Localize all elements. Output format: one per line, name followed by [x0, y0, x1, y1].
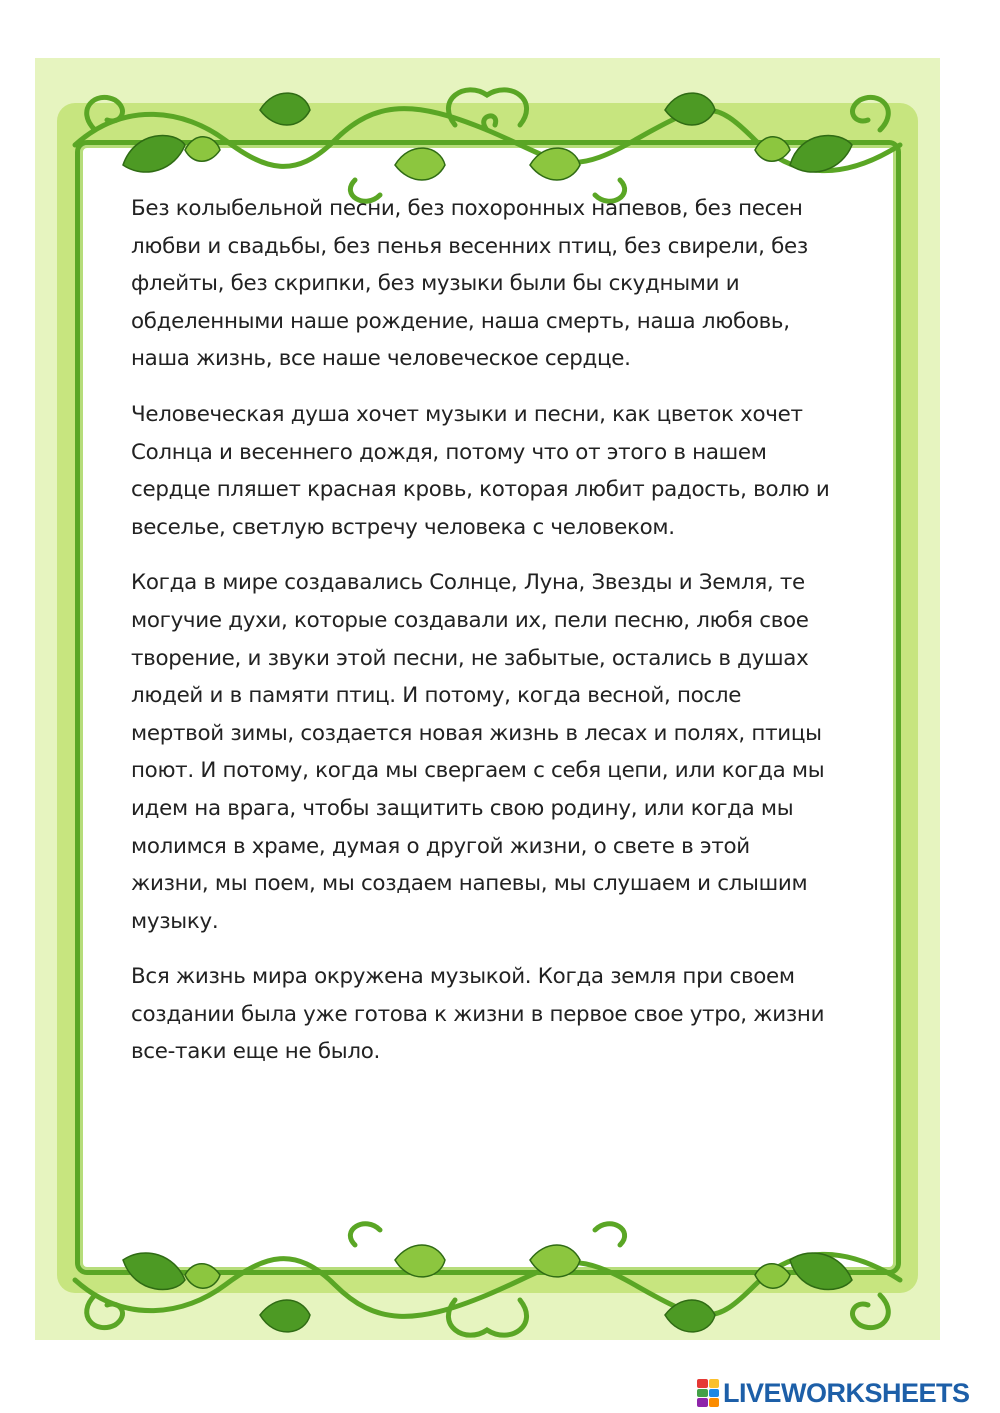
brand-name: LIVEWORKSHEETS [723, 1377, 970, 1408]
paragraph: Когда в мире создавались Солнце, Луна, Звезды и Земля, те могучие духи, которые создавали их, пели песню, любя свое творение, и звуки этой песни, не забытые, остались в душах людей и в памяти птиц. И потому, когда весной, после мертвой зимы, создается новая жизнь в лесах и полях, птицы поют. И потому, когда мы свергаем с себя цепи, или когда мы идем на врага, чтобы защитить свою родину, или когда мы молимся в храме, думая о другой жизни, о свете в этой жизни, мы поем, мы создаем напевы, мы слушаем и слышим музыку. [131, 570, 825, 934]
vine-bottom-icon [35, 1205, 940, 1355]
text-body [131, 190, 856, 1089]
paragraph: Человеческая душа хочет музыки и песни, как цветок хочет Солнца и весеннего дождя, потому что от этого в нашем сердце пляшет красная кровь, которая любит радость, волю и веселье, светлую встречу человека с человеком. [131, 401, 830, 540]
liveworksheets-brand[interactable] [697, 1378, 970, 1408]
liveworksheets-logo-icon [697, 1379, 719, 1407]
paragraph: Без колыбельной песни, без похоронных напевов, без песен любви и свадьбы, без пенья весенних птиц, без свирели, без флейты, без скрипки, без музыки были бы скудными и обделенными наше рождение, наша смерть, наша любовь, наша жизнь, все наше человеческое сердце. [131, 196, 808, 372]
paragraph: Вся жизнь мира окружена музыкой. Когда земля при своем создании была уже готова к жизни в первое свое утро, жизни все-таки еще не было. [131, 964, 825, 1065]
